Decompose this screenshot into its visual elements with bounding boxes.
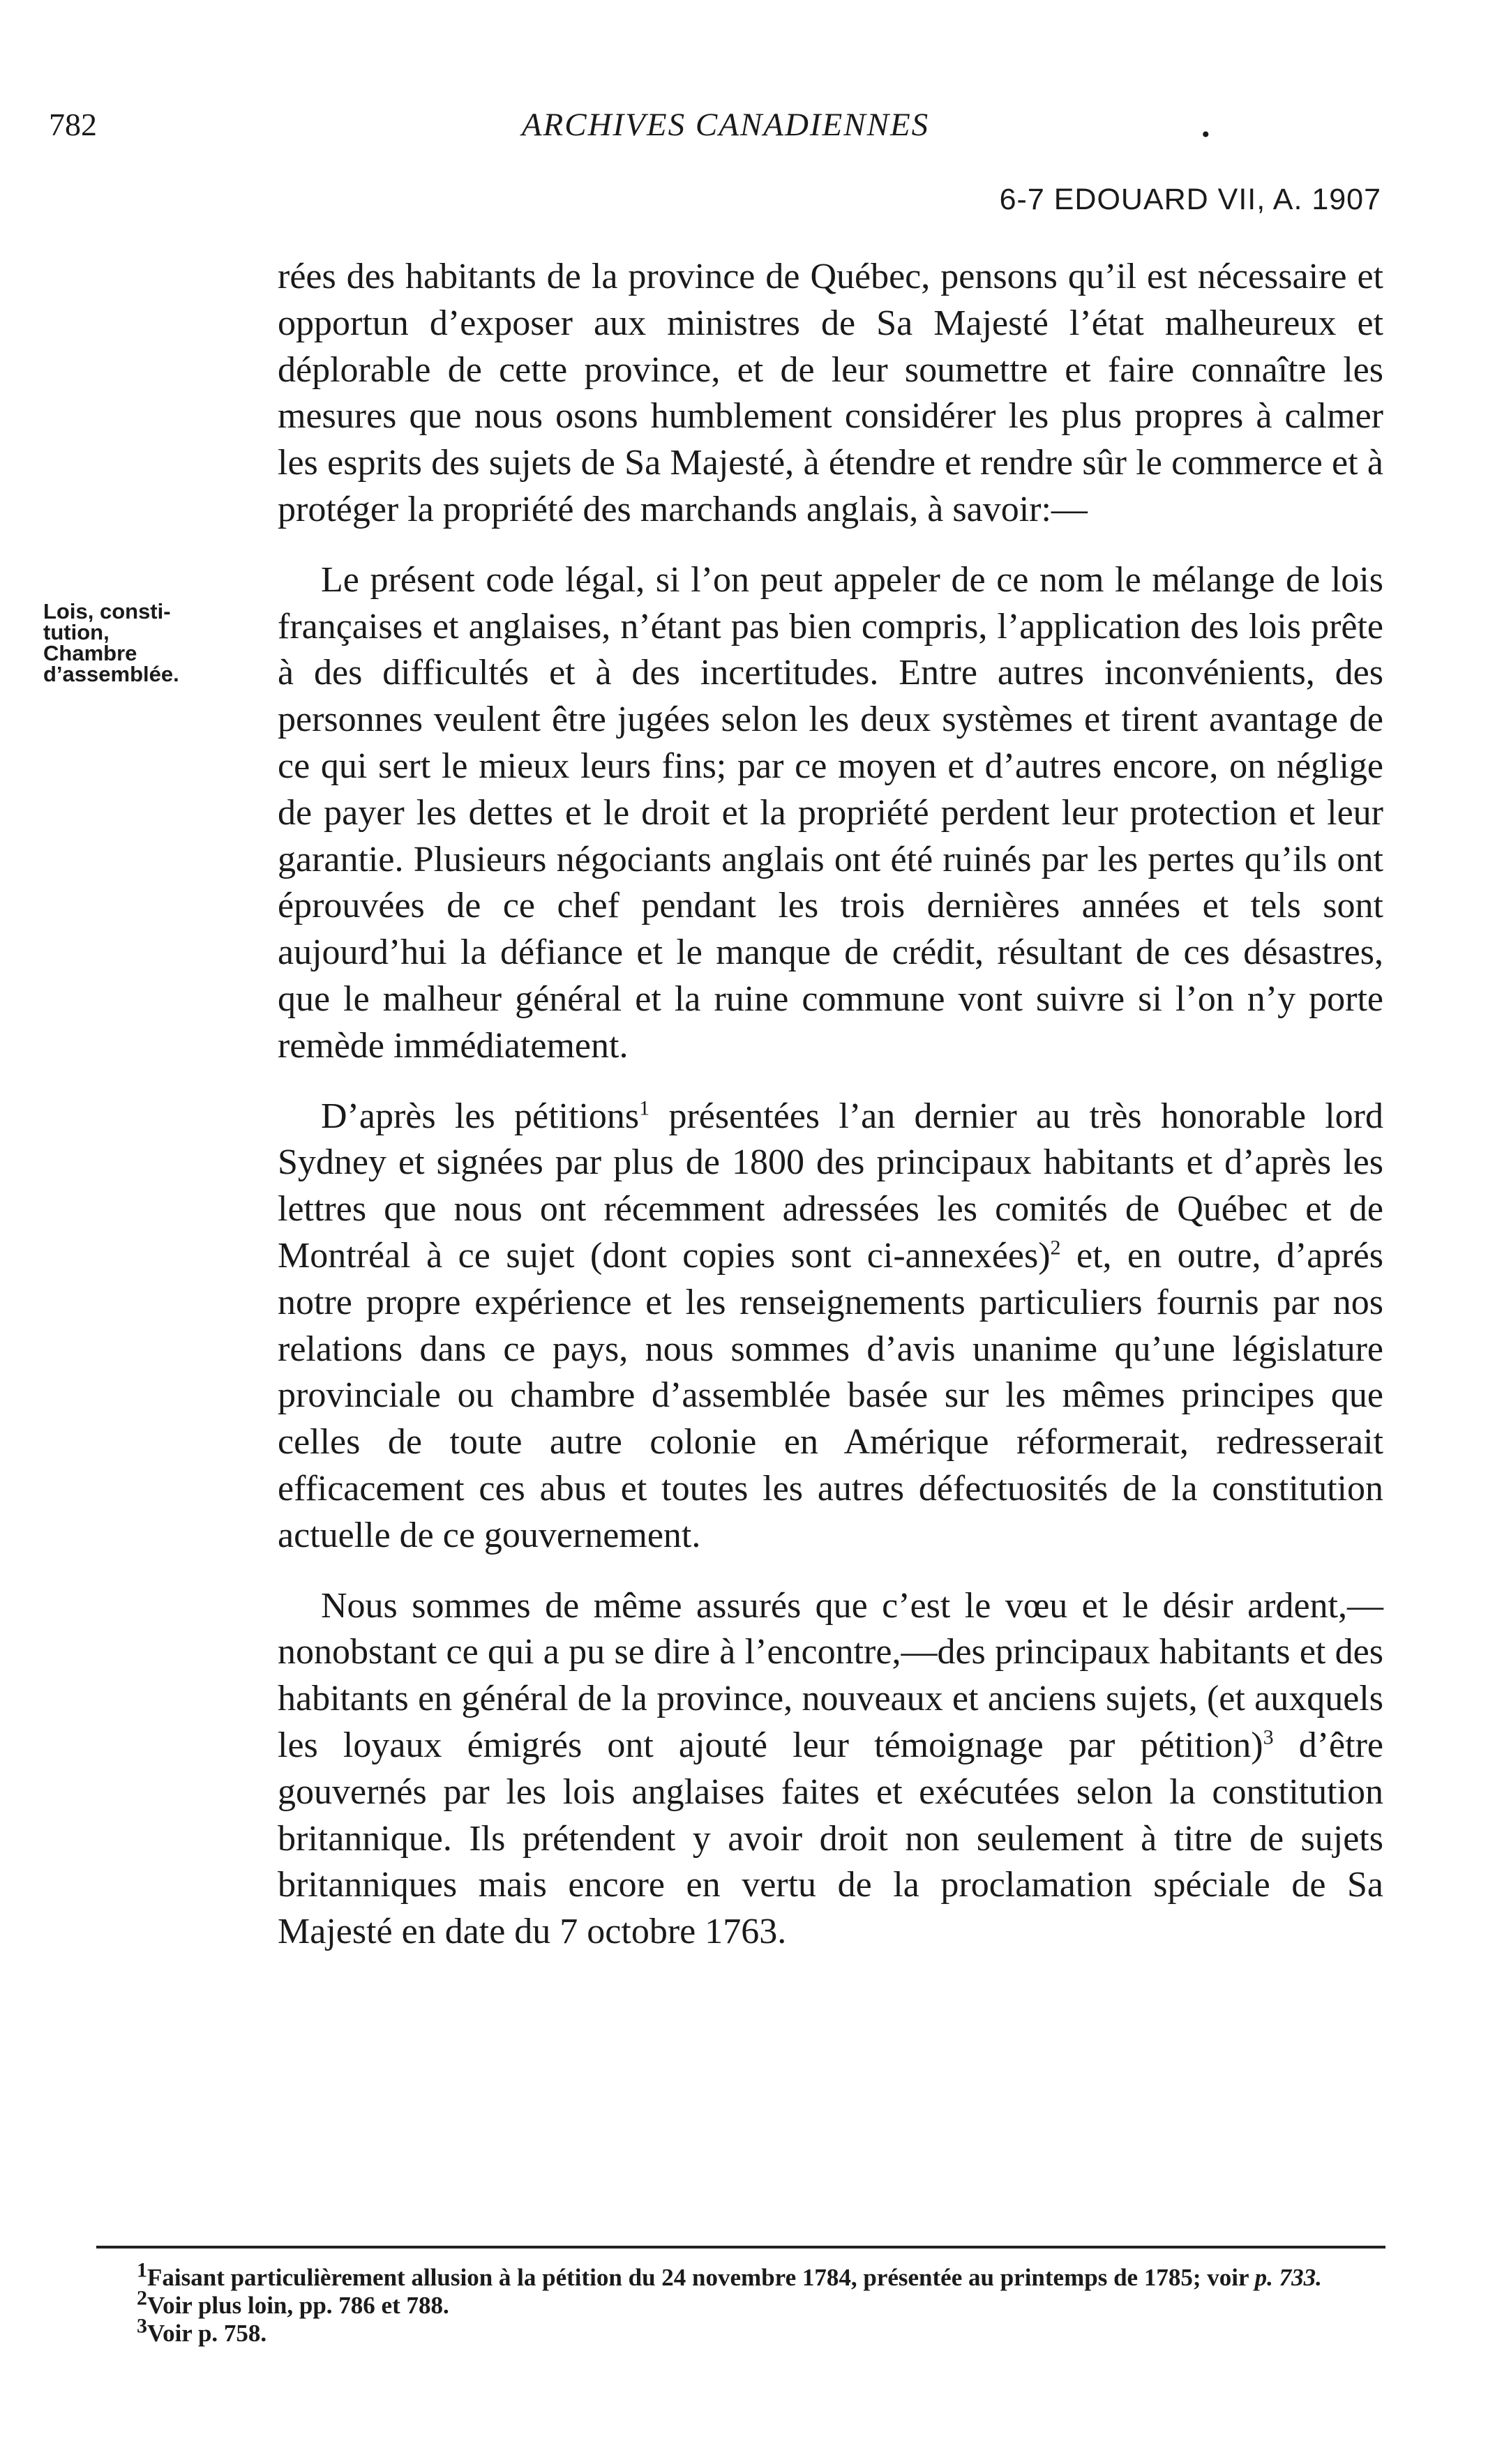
page-number: 782: [49, 107, 97, 142]
paragraph-4-text: Nous sommes de même assurés que c’est le vœu et le désir ardent,—nonobstant ce qui a pu se dire à l’encontre,—des principaux habitants et des habitants en général de la province, nouveaux et anciens sujets, (et auxquels les loyaux émigrés ont ajouté leur témoignage par pétition): [278, 1585, 1383, 1765]
footnote-text: Faisant particulièrement allusion à la pétition du 24 novembre 1784, présentée au printemps de 1785; voir: [147, 2264, 1255, 2291]
margin-note-line: Chambre: [43, 641, 137, 665]
paragraph-3-text: et, en outre, d’aprés notre propre expérience et les renseignements particuliers fournis par nos relations dans ce pays, nous sommes d’avis unanime qu’une législature provinciale ou chambre d’assemblée basée sur les mêmes principes que celles de toute autre colonie en Amérique réformerait, redresserait efficacement ces abus et toutes les autres défectuosités de la constitution actuelle de ce gouvernement.: [278, 1235, 1383, 1555]
footnote-mark: 2: [137, 2286, 147, 2310]
footnote-ref-3: 3: [1263, 1725, 1274, 1749]
header-dot: .: [1201, 105, 1210, 144]
footnote-text: Voir p. 758.: [147, 2320, 267, 2347]
margin-note-line: d’assemblée.: [43, 662, 179, 686]
paragraph-4: [278, 1583, 1383, 1956]
footnote-ref-2: 2: [1050, 1236, 1061, 1260]
footnotes: [96, 2258, 1385, 2348]
margin-note: [43, 601, 253, 685]
margin-note-line: Lois, consti-: [43, 599, 171, 623]
session-label: 6-7 EDOUARD VII, A. 1907: [999, 183, 1381, 216]
footnote-3: [96, 2314, 1385, 2348]
footnote-ref-1: 1: [639, 1096, 650, 1120]
footnote-text: Voir plus loin, pp. 786 et 788.: [147, 2292, 449, 2319]
footnote-page-ref: p. 733.: [1254, 2264, 1322, 2291]
paragraph-3-text: D’après les pétitions: [321, 1096, 640, 1136]
paragraph-3-text: présentées l’an dernier au très honorable lord Sydney et signées par plus de 1800 des principaux habitants et d’après les lettres que nous ont récemment adressées les comités de Québec et de Montréal à ce sujet (dont copies sont ci-annexées): [278, 1096, 1383, 1276]
paragraph-1: rées des habitants de la province de Québec, pensons qu’il est nécessaire et opportun d’exposer aux ministres de Sa Majesté l’état malheureux et déplorable de cette province, et de leur soumettre et faire connaître les mesures que nous osons humblement considérer les plus propres à calmer les esprits des sujets de Sa Majesté, à étendre et rendre sûr le commerce et à protéger la propriété des marchands anglais, à savoir:—: [278, 257, 1383, 529]
running-title: ARCHIVES CANADIENNES: [521, 107, 930, 143]
margin-note-line: tution,: [43, 620, 110, 644]
paragraph-2: Le présent code légal, si l’on peut appeler de ce nom le mélange de lois françaises et anglaises, n’étant pas bien compris, l’application des lois prête à des difficultés et à des incertitudes. Entre autres inconvénients, des personnes veulent être jugées selon les deux systèmes et tirent avantage de ce qui sert le mieux leurs fins; par ce moyen et d’autres encore, on néglige de payer les dettes et le droit et la propriété perdent leur protection et leur garantie. Plusieurs négociants anglais ont été ruinés par les pertes qu’ils ont éprouvées de ce chef pendant les trois dernières années et tels sont aujourd’hui la défiance et le manque de crédit, résultant de ces désastres, que le malheur général et la ruine commune vont suivre si l’on n’y porte remède immédiatement.: [278, 559, 1383, 1066]
footnote-rule: [96, 2246, 1385, 2248]
footnote-2: [96, 2286, 1385, 2320]
body-text: [278, 254, 1383, 1979]
footnote-mark: 1: [137, 2258, 147, 2282]
paragraph-3: [278, 1094, 1383, 1559]
paragraph-4-text: d’être gouvernés par les lois anglaises faites et exécutées selon la constitution britannique. Ils prétendent y avoir droit non seulement à titre de sujets britanniques mais encore en vertu de la proclamation spéciale de Sa Majesté en date du 7 octobre 1763.: [278, 1725, 1383, 1952]
footnote-1: [96, 2258, 1385, 2292]
footnote-mark: 3: [137, 2314, 147, 2338]
